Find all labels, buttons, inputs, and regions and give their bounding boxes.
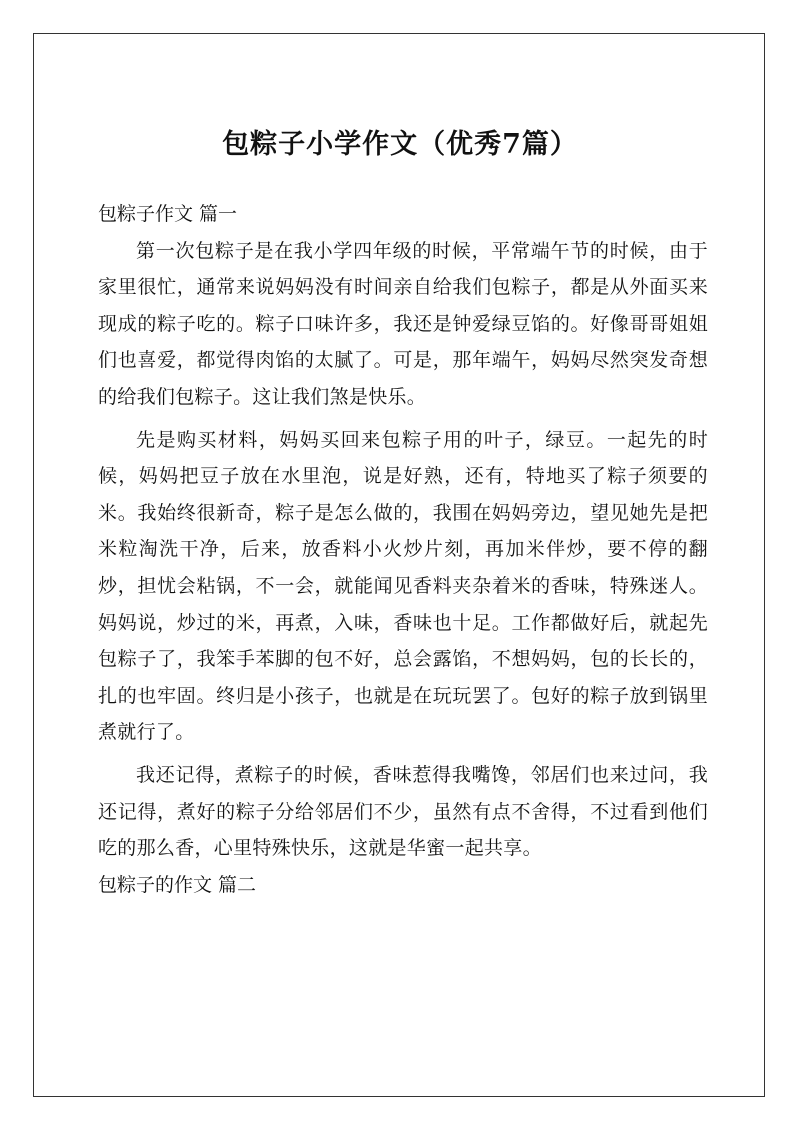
section-heading-1: 包粽子作文 篇一 xyxy=(98,203,238,225)
paragraph-1: 第一次包粽子是在我小学四年级的时候，平常端午节的时候，由于家里很忙，通常来说妈妈没有时间亲自给我们包粽子，都是从外面买来现成的粽子吃的。粽子口味许多，我还是钟爱绿豆馅的。好像哥哥姐姐们也喜爱，都觉得肉馅的太腻了。可是，那年端午，妈妈尽然突发奇想的给我们包粽子。这让我们煞是快乐。 xyxy=(98,239,708,408)
paragraph-3: 我还记得，煮粽子的时候，香味惹得我嘴馋，邻居们也来过问，我还记得，煮好的粽子分给邻居们不少，虽然有点不舍得，不过看到他们吃的那么香，心里特殊快乐，这就是华蜜一起共享。 xyxy=(98,763,708,860)
paragraph-2: 先是购买材料，妈妈买回来包粽子用的叶子，绿豆。一起先的时候，妈妈把豆子放在水里泡，说是好熟，还有，特地买了粽子须要的米。我始终很新奇，粽子是怎么做的，我围在妈妈旁边，望见她先是把米粒淘洗干净，后来，放香料小火炒片刻，再加米伴炒，要不停的翻炒，担忧会粘锅，不一会，就能闻见香料夹杂着米的香味，特殊迷人。妈妈说，炒过的米，再煮，入味，香味也十足。工作都做好后，就起先包粽子了，我笨手苯脚的包不好，总会露馅，不想妈妈，包的长长的，扎的也牢固。终归是小孩子，也就是在玩玩罢了。包好的粽子放到锅里煮就行了。 xyxy=(98,428,708,744)
section-heading-2: 包粽子的作文 篇二 xyxy=(98,873,257,896)
document-title: 包粽子小学作文（优秀7篇） xyxy=(222,129,578,160)
document-body xyxy=(98,196,708,903)
